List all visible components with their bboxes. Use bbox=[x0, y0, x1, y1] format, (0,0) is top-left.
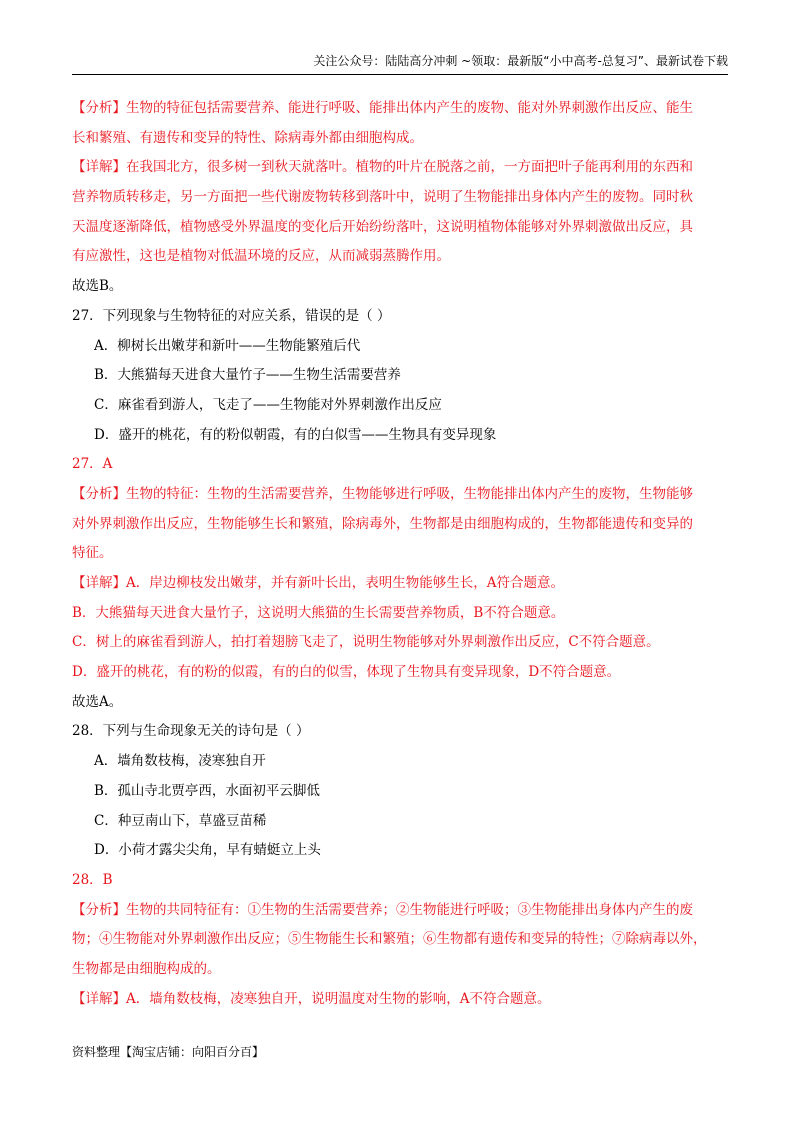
text-line: B．孤山寺北贾亭西，水面初平云脚低 bbox=[94, 782, 320, 799]
text-line: A．柳树长出嫩芽和新叶——生物能繁殖后代 bbox=[94, 337, 361, 354]
text-line: C．种豆南山下，草盛豆苗稀 bbox=[94, 812, 267, 829]
document-body bbox=[72, 94, 728, 1014]
text-line: 28．下列与生命现象无关的诗句是（ ） bbox=[72, 723, 310, 740]
text-line: 28．B bbox=[72, 871, 113, 888]
text-line: C．麻雀看到游人，飞走了——生物能对外界刺激作出反应 bbox=[94, 396, 442, 413]
text-line: D．小荷才露尖尖角，早有蜻蜓立上头 bbox=[94, 842, 321, 859]
text-line: B．大熊猫每天进食大量竹子——生物生活需要营养 bbox=[94, 367, 401, 384]
text-line: 【分析】生物的特征包括需要营养、能进行呼吸、能排出体内产生的废物、能对外界刺激作出反应、能生 bbox=[72, 100, 693, 116]
text-line: 故选A。 bbox=[72, 693, 123, 710]
text-line: D．盛开的桃花，有的粉似朝霞，有的白似雪——生物具有变异现象 bbox=[94, 426, 497, 443]
text-line: 天温度逐渐降低，植物感受外界温度的变化后开始纷纷落叶，这说明植物体能够对外界刺激做出反应，具 bbox=[72, 218, 693, 235]
text-line: 特征。 bbox=[72, 545, 113, 562]
text-line: B．大熊猫每天进食大量竹子，这说明大熊猫的生长需要营养物质，B不符合题意。 bbox=[72, 604, 565, 621]
text-line: 【详解】A．岸边柳枝发出嫩芽，并有新叶长出，表明生物能够生长，A符合题意。 bbox=[72, 575, 564, 591]
page-header: 关注公众号：陆陆高分冲刺 ~领取：最新版“小中高考-总复习”、最新试卷下载 bbox=[72, 52, 728, 75]
text-line: D．盛开的桃花，有的粉的似霞，有的白的似雪，体现了生物具有变异现象，D不符合题意。 bbox=[72, 664, 621, 681]
text-line: 故选B。 bbox=[72, 278, 123, 295]
text-line: 27．下列现象与生物特征的对应关系，错误的是（ ） bbox=[72, 307, 391, 324]
text-line: C．树上的麻雀看到游人，拍打着翅膀飞走了，说明生物能够对外界刺激作出反应，C不符合题意。 bbox=[72, 634, 660, 651]
page-footer: 资料整理【淘宝店铺：向阳百分百】 bbox=[72, 1045, 265, 1059]
text-line: 物；④生物能对外界刺激作出反应；⑤生物能生长和繁殖；⑥生物都有遗传和变异的特性；⑦除病毒以外， bbox=[72, 931, 707, 948]
text-line: 【分析】生物的共同特征有：①生物的生活需要营养；②生物能进行呼吸；③生物能排出身体内产生的废 bbox=[72, 901, 693, 918]
text-line: 对外界刺激作出反应，生物能够生长和繁殖，除病毒外，生物都是由细胞构成的，生物都能遗传和变异的 bbox=[72, 515, 693, 532]
text-line: 营养物质转移走，另一方面把一些代谢废物转移到落叶中，说明了生物能排出身体内产生的废物。同时秋 bbox=[72, 189, 693, 206]
text-line: 【分析】生物的特征：生物的生活需要营养，生物能够进行呼吸，生物能排出体内产生的废物，生物能够 bbox=[72, 485, 693, 502]
text-line: 【详解】A．墙角数枝梅，凌寒独自开，说明温度对生物的影响，A不符合题意。 bbox=[72, 990, 551, 1007]
text-line: 有应激性，这也是植物对低温环境的反应，从而减弱蒸腾作用。 bbox=[72, 248, 450, 265]
text-line: 生物都是由细胞构成的。 bbox=[72, 960, 221, 977]
text-line: 长和繁殖、有遗传和变异的特性、除病毒外都由细胞构成。 bbox=[72, 129, 423, 146]
text-line: 【详解】在我国北方，很多树一到秋天就落叶。植物的叶片在脱落之前，一方面把叶子能再利用的东西和 bbox=[72, 159, 693, 176]
text-line: 27．A bbox=[72, 456, 113, 473]
text-line: A．墙角数枝梅，凌寒独自开 bbox=[94, 753, 266, 770]
